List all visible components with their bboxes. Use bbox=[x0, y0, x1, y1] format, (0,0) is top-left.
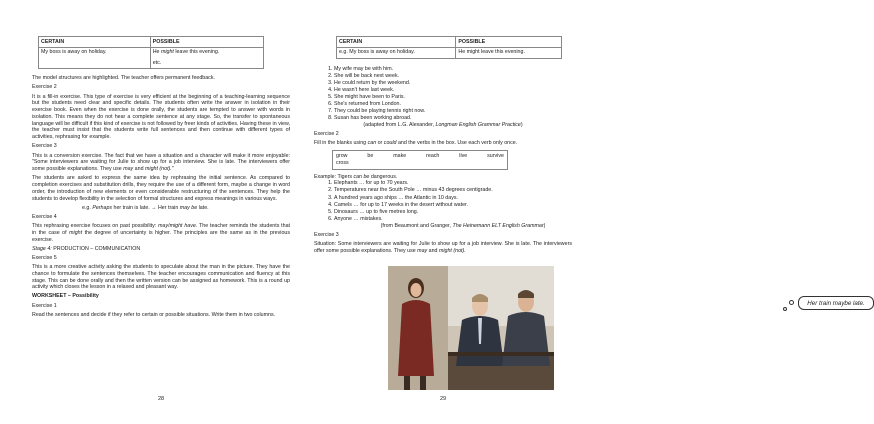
verb-word: survive bbox=[487, 153, 504, 160]
list-item: 3. A hundred years ago ships … the Atlantic in 10 days. bbox=[334, 195, 572, 202]
verb-word: reach bbox=[426, 153, 440, 160]
list-item: 4. He wasn't here last week. bbox=[334, 87, 572, 94]
table-header-possible: POSSIBLE bbox=[456, 37, 562, 48]
verb-box bbox=[332, 150, 508, 170]
list-item: 8. Susan has been working abroad. bbox=[334, 115, 572, 122]
speech-bubble: Her train maybe late. bbox=[798, 296, 874, 310]
list-item: 4. Camels … for up to 17 weeks in the desert without water. bbox=[334, 202, 572, 209]
list-item: 1. My wife may be with him. bbox=[334, 66, 572, 73]
table-cell: He might leave this evening. bbox=[456, 47, 562, 58]
paragraph: The students are asked to express the same idea by rephrasing the initial sentence. As compared to completion exercises and substitution drills, they require the use of a different form, maybe a change in word order, the introduction of new elements or even considerable restructuring of the sentences. They help the students to develop flexibility in the selection of formal structures and express meanings in various ways. bbox=[32, 175, 290, 202]
table-cell: He might leave this evening. etc. bbox=[150, 47, 263, 69]
list-item: 2. Temperatures near the South Pole … minus 43 degrees centigrade. bbox=[334, 187, 572, 194]
list-item: 3. He could return by the weekend. bbox=[334, 80, 572, 87]
table-header-certain: CERTAIN bbox=[39, 37, 151, 48]
section-heading: Exercise 4 bbox=[32, 213, 57, 220]
paragraph: Fill in the blanks using can or could and the verbs in the box. Use each verb only once. bbox=[314, 140, 518, 147]
list-item: 2. She will be back next week. bbox=[334, 73, 572, 80]
paragraph: Situation: Some interviewers are waiting for Julie to show up for a job interview. She is late. The interviewers offer some possible explanations. They use may and might (not). bbox=[314, 241, 572, 254]
list-item: 5. She might have been to Paris. bbox=[334, 94, 572, 101]
section-heading: Exercise 1 bbox=[32, 302, 57, 309]
section-heading: Exercise 3 bbox=[32, 143, 57, 150]
verb-word: cross bbox=[336, 159, 349, 166]
left-page bbox=[32, 0, 290, 424]
certain-possible-table bbox=[38, 36, 264, 69]
page-number: 28 bbox=[157, 396, 165, 402]
example-line: e.g. Perhaps her train is late. → Her train may be late. bbox=[82, 204, 209, 211]
table-header-certain: CERTAIN bbox=[337, 37, 456, 48]
list-item: 6. Anyone … mistakes. bbox=[334, 216, 572, 223]
right-page bbox=[314, 0, 865, 424]
interview-photo bbox=[388, 266, 554, 390]
section-heading: Exercise 2 bbox=[32, 84, 57, 91]
section-heading: Exercise 3 bbox=[314, 231, 339, 238]
certain-possible-table bbox=[336, 36, 562, 59]
sentence-list bbox=[334, 180, 572, 222]
paragraph: This is a conversion exercise. The fact that we have a situation and a character will make it more enjoyable: "Some interviewers are waiting for Julie to show up for a job interview. She is late. The interviewers offer some possible explanations. They use may and might (not)." bbox=[32, 152, 290, 173]
worksheet-title: WORKSHEET – Possibility bbox=[32, 293, 99, 300]
list-item: 7. They could be playing tennis right now. bbox=[334, 108, 572, 115]
list-item: 1. Elephants … for up to 70 years. bbox=[334, 180, 572, 187]
table-header-possible: POSSIBLE bbox=[150, 37, 263, 48]
section-heading: Exercise 5 bbox=[32, 254, 57, 261]
verb-word: grow bbox=[336, 153, 348, 160]
interview-illustration bbox=[388, 266, 554, 390]
sentence-list bbox=[334, 66, 572, 122]
table-cell: My boss is away on holiday. bbox=[39, 47, 151, 69]
example-line: Example: Tigers can be dangerous. bbox=[314, 173, 398, 180]
source-citation: (adapted from L.G. Alexander, Longman English Grammar Practice) bbox=[363, 122, 523, 129]
thought-bubble-dot bbox=[789, 300, 794, 305]
list-item: 5. Dinosaurs … up to five metres long. bbox=[334, 209, 572, 216]
thought-bubble-dot bbox=[783, 307, 787, 311]
paragraph: The model structures are highlighted. The teacher offers permanent feedback. bbox=[32, 75, 215, 82]
paragraph: This is a more creative activity asking the students to speculate about the man in the picture. They have the chance to formulate the sentences themselves. The teacher encourages communication and fluency at this stage. This can be done orally and then the written version can be assigned as homework. This is a round up activity which closes the lesson in a relaxed and pleasant way. bbox=[32, 263, 290, 291]
section-heading: Exercise 2 bbox=[314, 131, 339, 138]
paragraph: Read the sentences and decide if they refer to certain or possible situations. Write them in two columns. bbox=[32, 311, 276, 318]
page-number: 29 bbox=[439, 396, 447, 402]
verb-word: make bbox=[393, 153, 407, 160]
paragraph: It is a fill-in exercise. This type of exercise is very efficient at the beginning of a teaching-learning sequence but the students need clear and specific details. The students often write the answer in isolation in their exercise book. Even when the exercise is done orally, the students are tempted to answer with words in isolation. This means they do not hear a complete sentence at any stage. So, the transfer to spontaneous language will be difficult if this kind of exercise is not followed by freer kinds of activities. Having these in view, the teacher must insist that the students write full sentences and then continue with different types of activities, rephrasing for example. bbox=[32, 93, 290, 141]
source-citation: (from Beaumont and Granger, The Heinemann ELT English Grammar) bbox=[380, 222, 546, 229]
stage-heading: Stage 4: PRODUCTION – COMMUNICATION bbox=[32, 245, 141, 252]
list-item: 6. She's returned from London. bbox=[334, 101, 572, 108]
table-cell: e.g. My boss is away on holiday. bbox=[337, 47, 456, 58]
verb-word: be bbox=[367, 153, 374, 160]
paragraph: This rephrasing exercise focuses on past possibility: may/might have. The teacher reminds the students that in the case of might the degree of uncertainty is higher. The principles are the same as in the previous exercise. bbox=[32, 222, 290, 243]
verb-word: live bbox=[459, 153, 468, 160]
